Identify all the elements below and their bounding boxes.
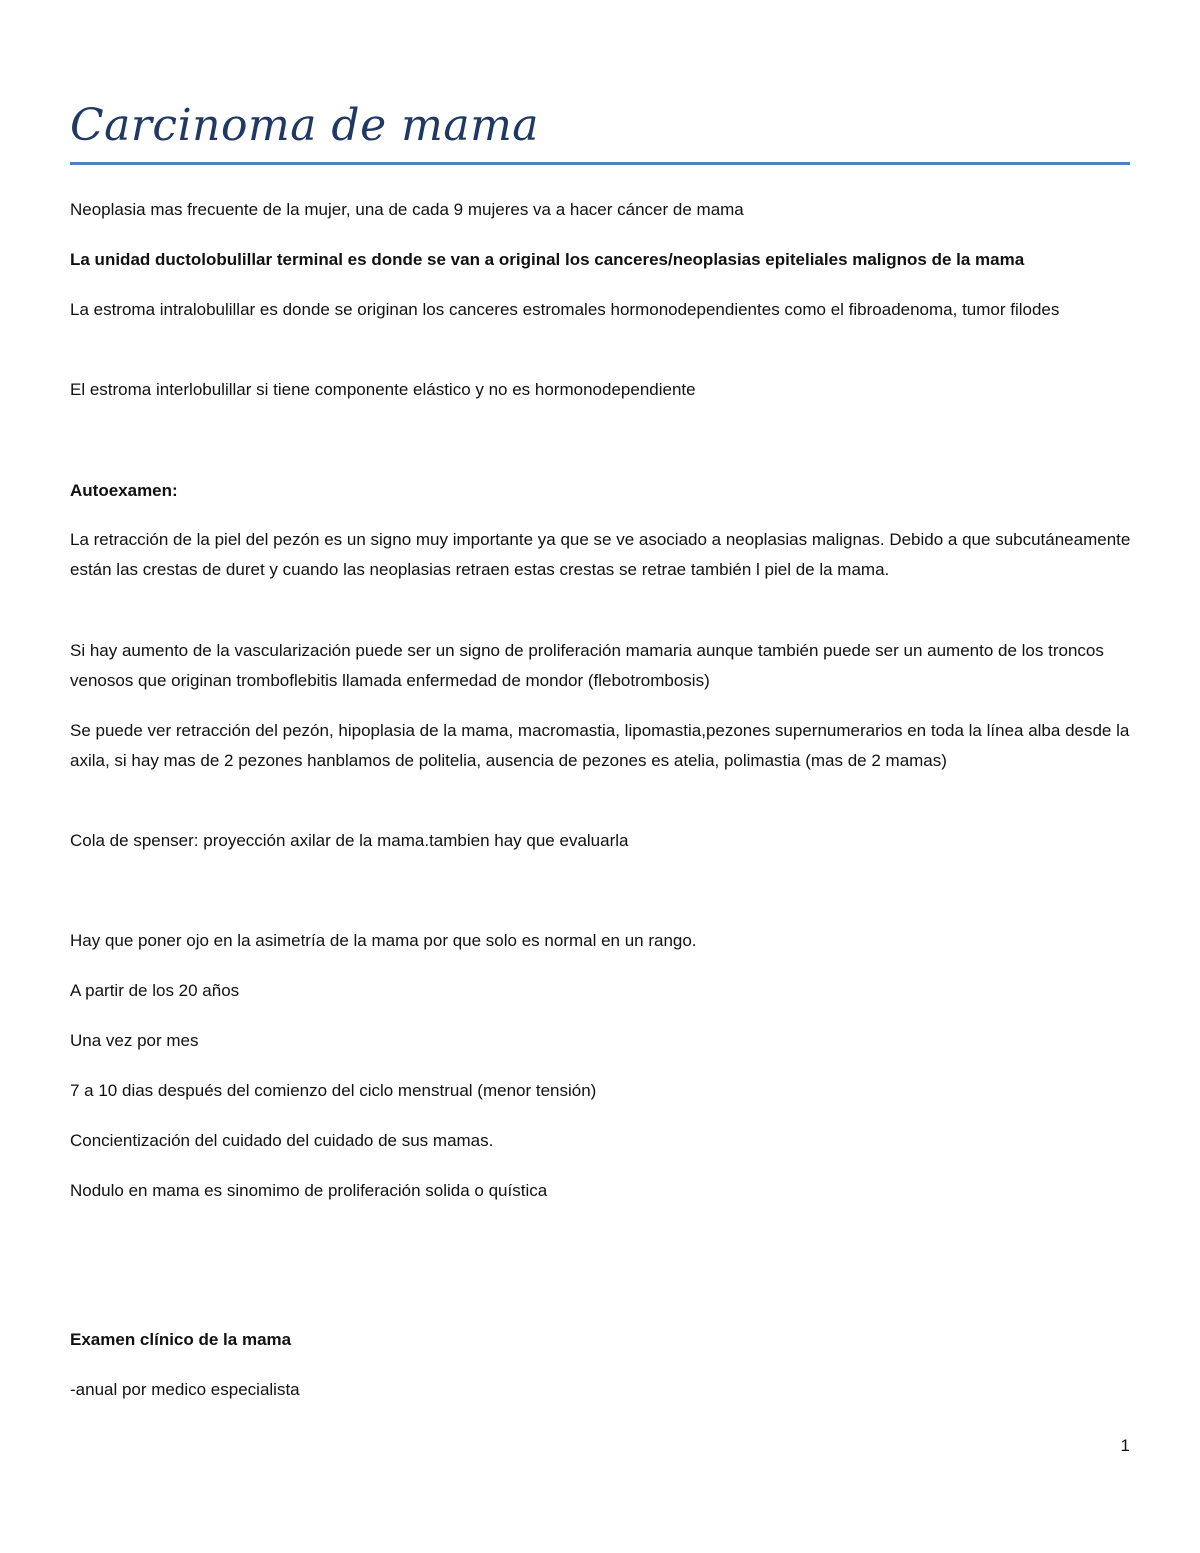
paragraph-cola-spenser: Cola de spenser: proyección axilar de la mama.tambien hay que evaluarla: [70, 831, 629, 850]
paragraph-ciclo: 7 a 10 dias después del comienzo del ciclo menstrual (menor tensión): [70, 1081, 597, 1100]
paragraph-concientizacion: Concientización del cuidado del cuidado de sus mamas.: [70, 1131, 494, 1150]
paragraph-retraccion: La retracción de la piel del pezón es un signo muy importante ya que se ve asociado a neoplasias malignas. Debido a que subcutáneamente están las crestas de duret y cuando las neoplasias retraen estas crestas se retrae también l piel de la mama.: [70, 530, 1131, 579]
paragraph-frecuencia: Una vez por mes: [70, 1031, 199, 1050]
paragraph-ductolobulillar: La unidad ductolobulillar terminal es donde se van a original los canceres/neoplasias epiteliales malignos de la mama: [70, 250, 1025, 269]
paragraph-asimetria: Hay que poner ojo en la asimetría de la mama por que solo es normal en un rango.: [70, 931, 697, 950]
paragraph-edad: A partir de los 20 años: [70, 981, 240, 1000]
paragraph-vascularizacion: Si hay aumento de la vascularización puede ser un signo de proliferación mamaria aunque también puede ser un aumento de los troncos venosos que originan tromboflebitis llamada enfermedad de mondor (flebotrombosis): [70, 641, 1104, 690]
section-heading-examen-clinico: Examen clínico de la mama: [70, 1330, 292, 1349]
paragraph-alteraciones: Se puede ver retracción del pezón, hipoplasia de la mama, macromastia, lipomastia,pezones supernumerarios en toda la línea alba desde la axila, si hay mas de 2 pezones hanblamos de politelia, ausencia de pezones es atelia, polimastia (mas de 2 mamas): [70, 721, 1130, 770]
title-underline-rule: [70, 162, 1130, 165]
paragraph-estroma-interlobulillar: El estroma interlobulillar si tiene componente elástico y no es hormonodependiente: [70, 380, 696, 399]
page-number: 1: [1120, 1436, 1130, 1455]
paragraph-intro: Neoplasia mas frecuente de la mujer, una de cada 9 mujeres va a hacer cáncer de mama: [70, 200, 744, 219]
paragraph-estroma-intralobulillar: La estroma intralobulillar es donde se originan los canceres estromales hormonodependientes como el fibroadenoma, tumor filodes: [70, 300, 1060, 319]
section-heading-autoexamen: Autoexamen:: [70, 481, 178, 500]
paragraph-anual: -anual por medico especialista: [70, 1380, 300, 1399]
page-title: Carcinoma de mama: [70, 100, 540, 151]
paragraph-nodulo: Nodulo en mama es sinomimo de proliferación solida o quística: [70, 1181, 548, 1200]
